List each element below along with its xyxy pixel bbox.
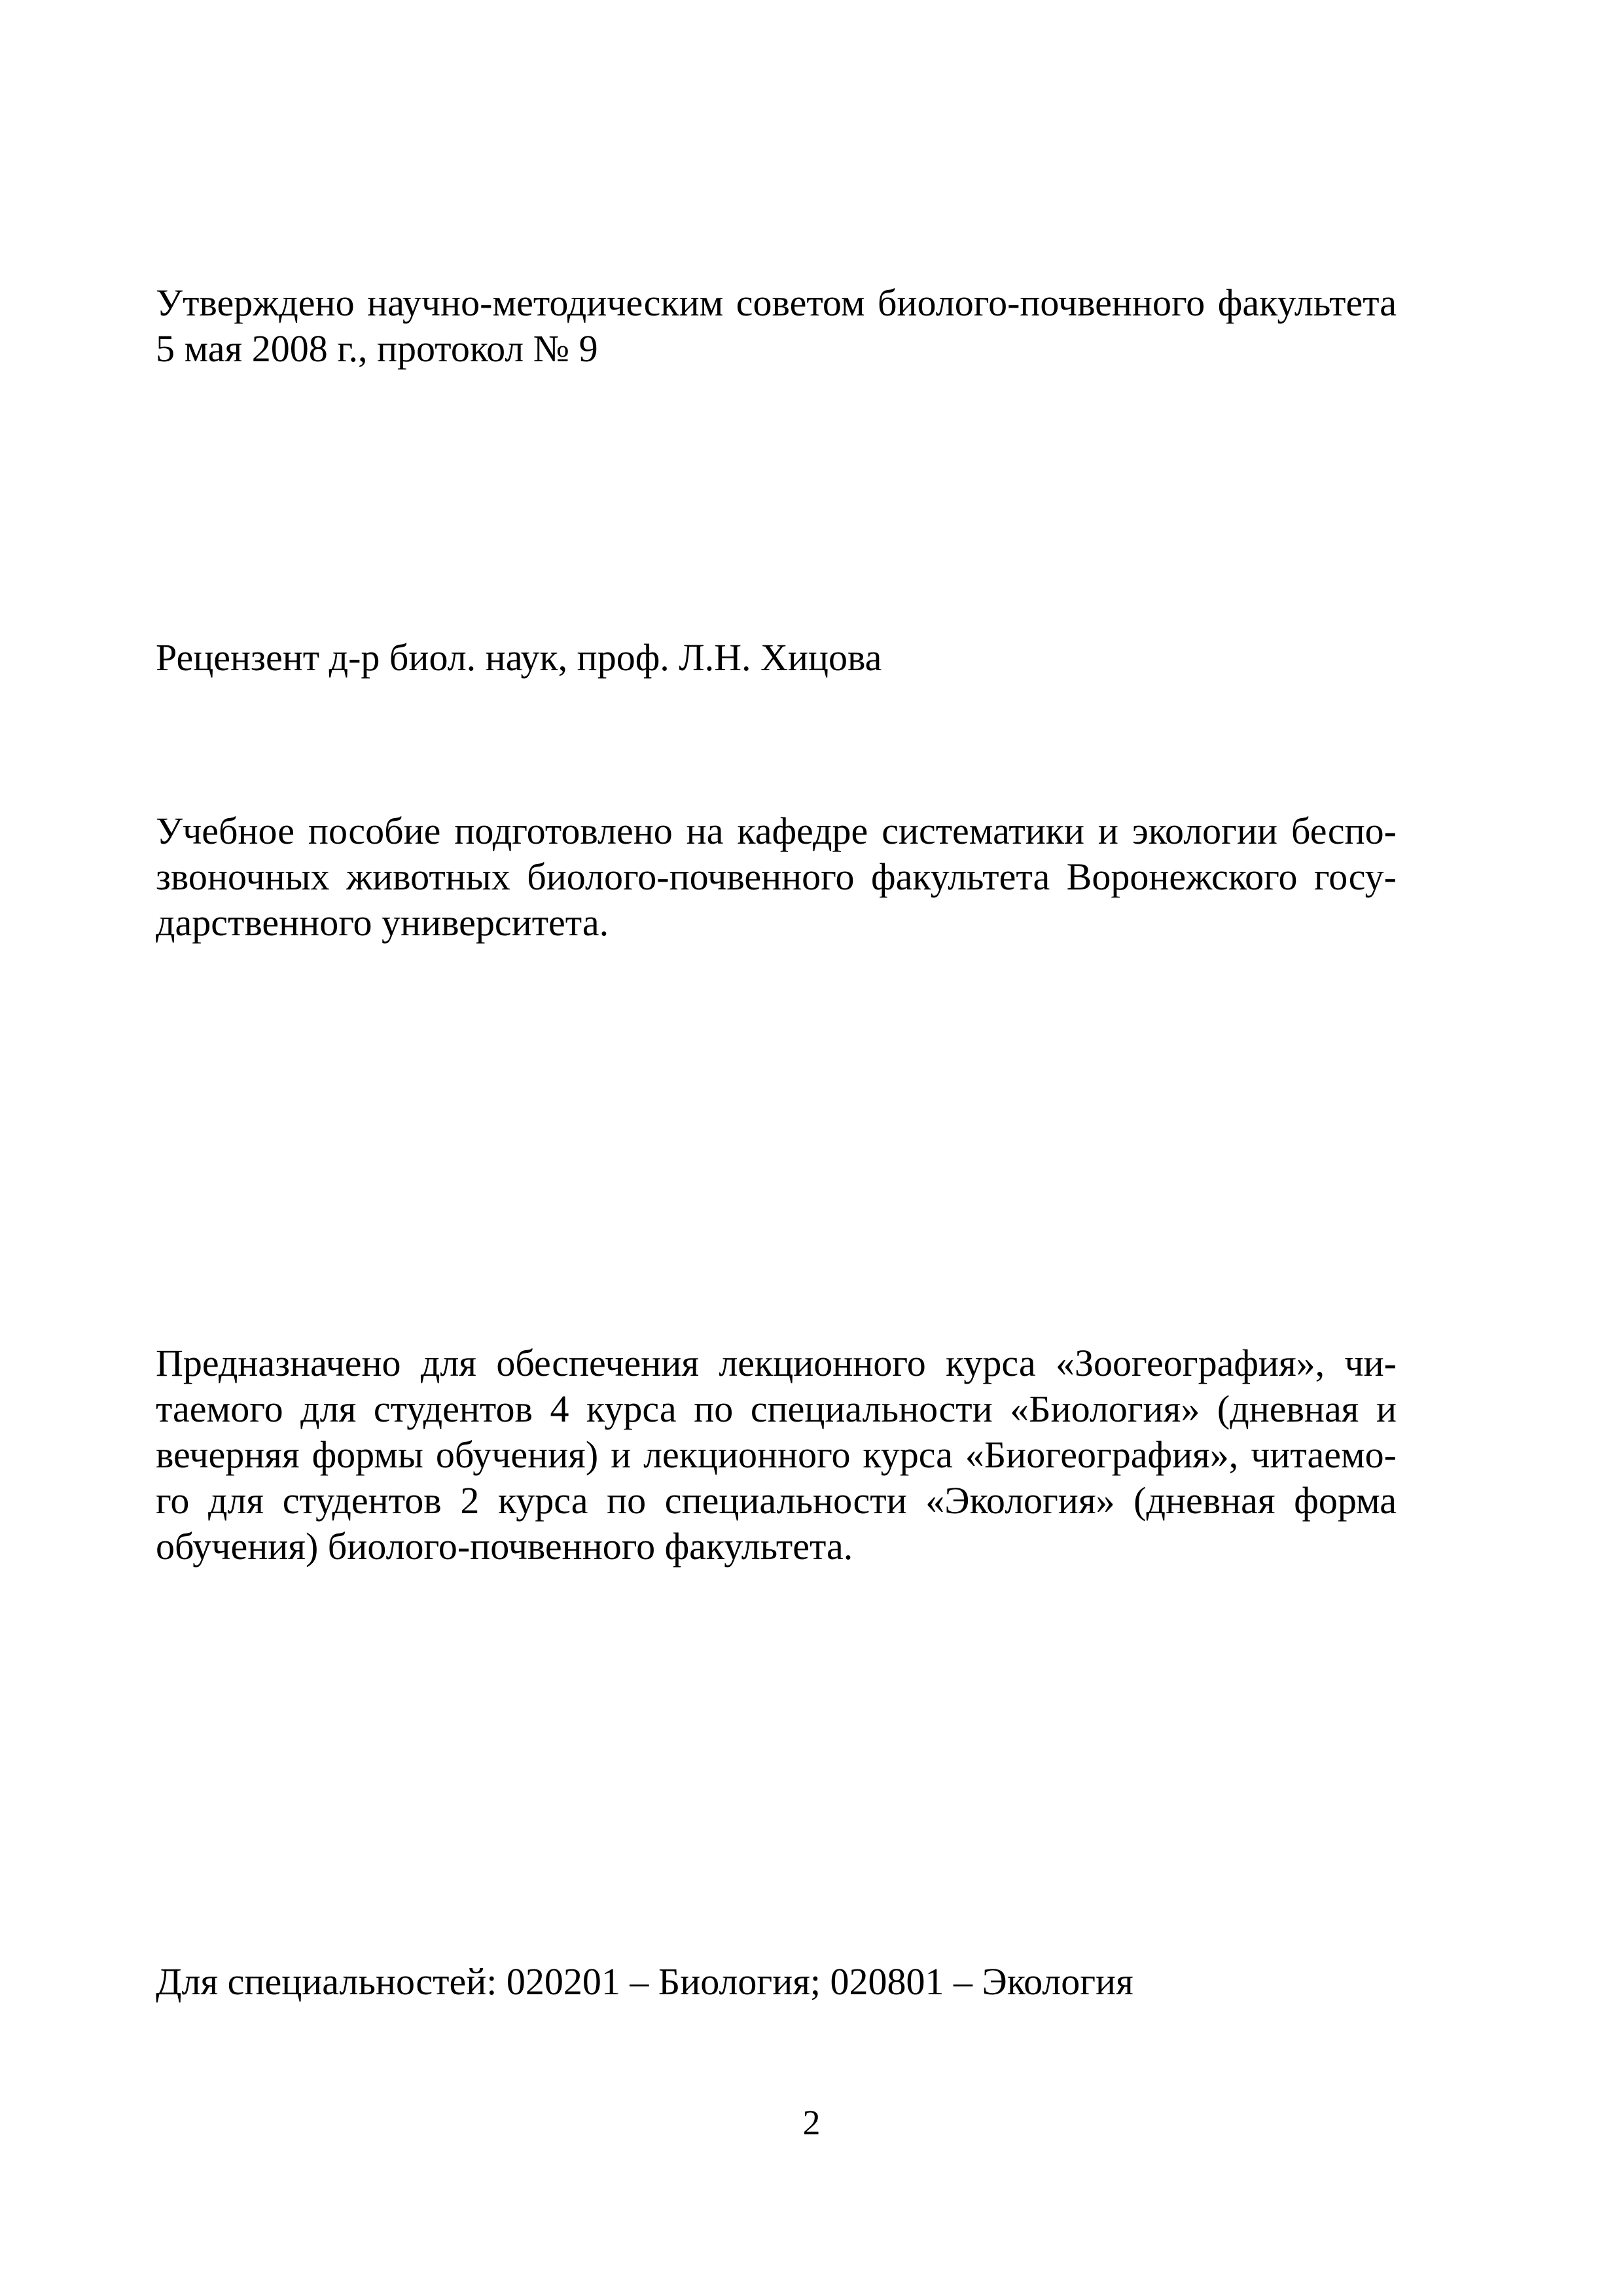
approval-line: Утверждено научно-методическим советом биолого-почвенного факультета [156,281,1397,324]
reviewer-text: Рецензент д-р биол. наук, проф. Л.Н. Хицова [156,636,882,679]
purpose-line: го для студентов 2 курса по специальности «Экология» (дневная форма [156,1479,1397,1522]
page-number: 2 [802,2103,821,2142]
approval-note [156,280,1397,372]
prepared-line: дарственного университета. [156,901,609,944]
specialties-line [156,1959,1397,2005]
specialties-text: Для специальностей: 020201 – Биология; 020801 – Экология [156,1960,1133,2003]
purpose-line: Предназначено для обеспечения лекционного курса «Зоогеография», чи- [156,1342,1397,1384]
prepared-line: звоночных животных биолого-почвенного факультета Воронежского госу- [156,855,1397,898]
prepared-line: Учебное пособие подготовлено на кафедре систематики и экологии беспо- [156,810,1397,852]
reviewer-note [156,635,1397,681]
purpose-line: обучения) биолого-почвенного факультета. [156,1525,853,1568]
approval-line: 5 мая 2008 г., протокол № 9 [156,327,598,370]
purpose-paragraph [156,1340,1397,1570]
purpose-line: таемого для студентов 4 курса по специальности «Биология» (дневная и [156,1388,1397,1430]
purpose-line: вечерняя формы обучения) и лекционного курса «Биогеография», читаемо- [156,1433,1397,1476]
prepared-at-note [156,808,1397,946]
